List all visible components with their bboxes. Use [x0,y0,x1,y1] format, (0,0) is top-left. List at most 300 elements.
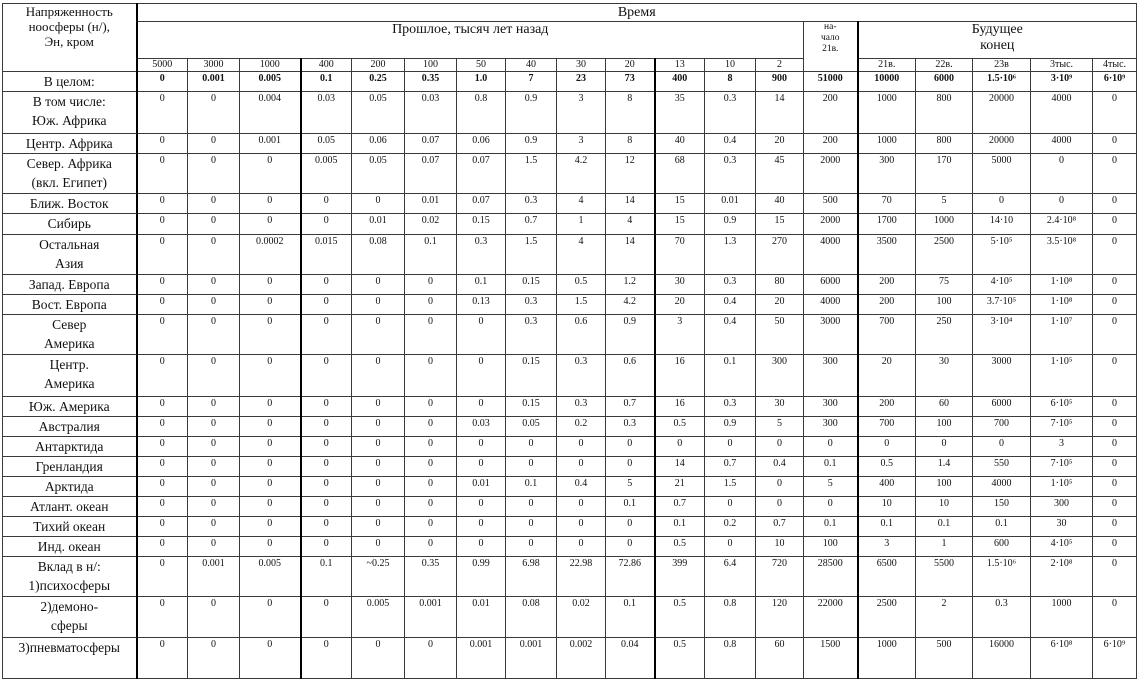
table-cell: 0 [137,295,188,315]
table-cell: 150 [973,497,1031,517]
table-cell: 250 [916,315,973,355]
table-cell: 40 [756,194,804,214]
table-cell: 0 [137,597,188,638]
table-cell: 0 [1093,315,1137,355]
table-cell: 0 [457,537,506,557]
table-cell: 0.3 [457,235,506,275]
table-cell: 0.1 [301,72,352,92]
row-label: Вклад в н/: 1)психосферы [3,557,137,597]
table-row [3,477,1137,497]
table-cell: 6·10⁵ [1031,397,1093,417]
table-cell: 0.1 [606,497,655,517]
table-cell: 0.3 [705,154,756,194]
future-header-cell [858,22,1137,59]
table-cell: 1 [557,214,606,235]
table-cell: 70 [858,194,916,214]
table-cell: 21 [655,477,705,497]
table-cell: 200 [858,275,916,295]
table-cell: 0.8 [705,638,756,679]
table-cell: 0.005 [352,597,405,638]
table-cell: 0 [240,497,301,517]
table-cell: 0.5 [655,597,705,638]
table-cell: 120 [756,597,804,638]
table-cell: 5 [606,477,655,497]
table-cell: 0.5 [655,417,705,437]
table-cell: 0 [188,437,240,457]
table-cell: 35 [655,92,705,134]
table-cell: 0 [240,194,301,214]
table-cell: 1.5·10⁶ [973,72,1031,92]
table-cell: 1·10⁸ [1031,275,1093,295]
table-cell: 0 [705,497,756,517]
table-cell: 0 [137,517,188,537]
table-cell: 0.1 [301,557,352,597]
table-cell: 700 [858,417,916,437]
table-cell: 0.3 [557,355,606,397]
table-cell: 0 [240,214,301,235]
table-cell: 0 [137,214,188,235]
table-cell: 0 [301,295,352,315]
table-cell: 22000 [804,597,858,638]
table-cell: 0 [188,497,240,517]
table-cell: 0 [137,154,188,194]
table-cell: 4.2 [606,295,655,315]
table-cell: 1500 [804,638,858,679]
time-header-cell [137,4,1137,22]
table-row [3,72,1137,92]
table-cell: 0.3 [705,397,756,417]
table-cell: 0 [188,355,240,397]
table-cell: 6000 [916,72,973,92]
table-cell: 0.001 [506,638,557,679]
table-cell: 14 [606,194,655,214]
table-cell: 0 [188,477,240,497]
table-cell: 400 [655,72,705,92]
table-cell: 20 [756,134,804,154]
table-cell: 3·10⁹ [1031,72,1093,92]
table-cell: 0 [1093,154,1137,194]
table-cell: 0.1 [457,275,506,295]
table-cell: 0 [188,417,240,437]
table-cell: 1000 [858,92,916,134]
table-cell: 10 [916,497,973,517]
table-cell: 400 [858,477,916,497]
column-header: 200 [352,59,405,72]
column-header: 5000 [137,59,188,72]
table-cell: 0 [506,457,557,477]
table-cell: 60 [916,397,973,417]
table-cell: 0.8 [705,597,756,638]
table-cell: 0 [188,154,240,194]
table-cell: 0.15 [506,355,557,397]
table-cell: 0 [301,417,352,437]
table-cell: 12 [606,154,655,194]
table-cell: 100 [916,417,973,437]
table-cell: 0 [756,437,804,457]
table-cell: 6000 [804,275,858,295]
table-cell: 700 [858,315,916,355]
table-cell: 0 [973,194,1031,214]
table-cell: 800 [916,92,973,134]
table-cell: 0 [1031,154,1093,194]
row-label: Центр. Африка [3,134,137,154]
table-cell: 3 [557,134,606,154]
table-cell: 0 [240,295,301,315]
row-label: Инд. океан [3,537,137,557]
table-row [3,315,1137,355]
table-cell: 0 [405,537,457,557]
table-cell: 0.9 [506,92,557,134]
table-cell: 0 [137,315,188,355]
past-header-cell [137,22,804,59]
table-cell: 0.015 [301,235,352,275]
table-row [3,537,1137,557]
table-cell: 0 [858,437,916,457]
table-cell: 270 [756,235,804,275]
table-cell: 720 [756,557,804,597]
table-cell: 0 [506,497,557,517]
table-cell: 3 [655,315,705,355]
table-cell: 0 [352,194,405,214]
table-cell: 0 [973,437,1031,457]
table-cell: 600 [973,537,1031,557]
table-cell: 300 [858,154,916,194]
table-cell: 0 [137,275,188,295]
table-cell: 0 [352,457,405,477]
table-cell: 0.35 [405,557,457,597]
table-cell: 0 [1093,477,1137,497]
table-row [3,437,1137,457]
table-cell: 15 [655,194,705,214]
table-cell: 51000 [804,72,858,92]
table-cell: 1700 [858,214,916,235]
table-cell: 4·10⁵ [973,275,1031,295]
table-cell: 0 [188,457,240,477]
table-cell: 0.5 [655,638,705,679]
column-header: 2 [756,59,804,72]
column-header: 50 [457,59,506,72]
column-header: 10 [705,59,756,72]
table-row [3,517,1137,537]
table-cell: 1.4 [916,457,973,477]
table-cell: 0 [137,638,188,679]
table-cell: 0.05 [301,134,352,154]
table-cell: 0 [137,194,188,214]
table-cell: 0 [457,397,506,417]
table-row [3,638,1137,679]
table-cell: 3500 [858,235,916,275]
table-cell: 45 [756,154,804,194]
table-cell: 0 [405,397,457,417]
row-label: Сибирь [3,214,137,235]
table-cell: 10 [858,497,916,517]
table-cell: 0 [457,497,506,517]
table-cell: 0.9 [705,214,756,235]
table-cell: 0.5 [655,537,705,557]
table-row [3,417,1137,437]
table-cell: 0 [457,517,506,537]
table-cell: 0 [301,497,352,517]
row-label: Австралия [3,417,137,437]
table-cell: 0 [352,638,405,679]
table-cell: 0.01 [352,214,405,235]
table-cell: 0 [457,457,506,477]
table-cell: 170 [916,154,973,194]
table-cell: 0.4 [557,477,606,497]
table-cell: 1000 [916,214,973,235]
table-cell: 0 [1093,557,1137,597]
table-cell: 100 [916,477,973,497]
table-cell: 16 [655,397,705,417]
table-cell: 0 [1031,194,1093,214]
table-cell: 6.98 [506,557,557,597]
row-label: Центр. Америка [3,355,137,397]
table-row [3,92,1137,134]
table-cell: 0 [1093,214,1137,235]
table-cell: 0 [804,497,858,517]
table-cell: 4000 [804,295,858,315]
table-cell: 0 [301,638,352,679]
table-cell: 6·10⁹ [1093,72,1137,92]
table-cell: 22.98 [557,557,606,597]
table-cell: 0.08 [352,235,405,275]
table-cell: 4·10⁵ [1031,537,1093,557]
table-cell: 0.1 [405,235,457,275]
table-cell: 0.005 [240,557,301,597]
table-row [3,275,1137,295]
table-cell: 15 [655,214,705,235]
table-cell: 3 [858,537,916,557]
table-cell: 0.7 [655,497,705,517]
table-cell: 1.0 [457,72,506,92]
table-cell: 0.001 [188,557,240,597]
table-cell: 0 [457,355,506,397]
table-cell: 0 [457,315,506,355]
table-cell: 3.5·10⁸ [1031,235,1093,275]
table-cell: 0.0002 [240,235,301,275]
table-cell: 60 [756,638,804,679]
table-cell: 0 [188,638,240,679]
table-cell: 0 [1093,194,1137,214]
table-cell: 0 [137,134,188,154]
table-cell: 23 [557,72,606,92]
table-cell: 2·10⁸ [1031,557,1093,597]
table-row [3,295,1137,315]
table-cell: 5·10⁵ [973,235,1031,275]
table-cell: 300 [804,417,858,437]
table-cell: 0 [1093,397,1137,417]
table-cell: 1·10⁵ [1031,355,1093,397]
table-cell: 100 [804,537,858,557]
table-cell: 72.86 [606,557,655,597]
table-cell: 0.005 [240,72,301,92]
table-cell: 7·10⁵ [1031,457,1093,477]
row-label: Остальная Азия [3,235,137,275]
table-cell: 700 [973,417,1031,437]
table-cell: 20 [858,355,916,397]
table-cell: 0.07 [457,194,506,214]
row-label: Тихий океан [3,517,137,537]
table-cell: 0.01 [705,194,756,214]
table-cell: 4000 [1031,92,1093,134]
table-cell: 0 [301,275,352,295]
table-cell: 0.4 [756,457,804,477]
table-cell: 0 [188,134,240,154]
table-cell: 0 [1093,275,1137,295]
table-cell: 900 [756,72,804,92]
column-header: 400 [301,59,352,72]
table-cell: 0 [352,497,405,517]
table-cell: 0 [1093,537,1137,557]
table-cell: 0.03 [301,92,352,134]
table-cell: 0 [557,457,606,477]
start-21c-header-label: на- чало 21в. [820,22,840,54]
column-header: 3000 [188,59,240,72]
table-cell: 0 [188,214,240,235]
table-cell: 0.01 [457,597,506,638]
table-cell: 0.15 [457,214,506,235]
table-cell: 20000 [973,134,1031,154]
table-cell: 0.004 [240,92,301,134]
table-cell: 0 [457,437,506,457]
table-cell: 15 [756,214,804,235]
table-cell: 4 [557,194,606,214]
row-label: Ближ. Восток [3,194,137,214]
table-cell: 5 [756,417,804,437]
table-cell: 3000 [973,355,1031,397]
table-cell: 0.1 [606,597,655,638]
table-cell: 2500 [916,235,973,275]
table-cell: 0.06 [352,134,405,154]
table-cell: 0.002 [557,638,606,679]
table-cell: 0.9 [506,134,557,154]
table-cell: 0 [506,437,557,457]
table-row [3,214,1137,235]
table-cell: 0.02 [557,597,606,638]
table-cell: 20000 [973,92,1031,134]
table-cell: 0.1 [506,477,557,497]
table-cell: 0.1 [973,517,1031,537]
future-header-label: Будущее конец [971,22,1023,53]
table-cell: 0.4 [705,134,756,154]
table-cell: 0.7 [506,214,557,235]
table-cell: 0.1 [858,517,916,537]
table-cell: 0.005 [301,154,352,194]
table-cell: 4000 [804,235,858,275]
table-cell: 0 [1093,92,1137,134]
table-cell: 1000 [858,638,916,679]
table-cell: 0.5 [557,275,606,295]
table-cell: 4 [606,214,655,235]
table-cell: 0.04 [606,638,655,679]
table-cell: 0 [557,497,606,517]
table-cell: 3000 [804,315,858,355]
table-cell: 800 [916,134,973,154]
table-cell: 0.8 [457,92,506,134]
column-header: 21в. [858,59,916,72]
table-cell: 0.1 [804,517,858,537]
table-cell: 6000 [973,397,1031,417]
table-cell: 0 [240,537,301,557]
table-cell: 0.1 [916,517,973,537]
table-cell: 0 [756,477,804,497]
table-cell: 0 [137,477,188,497]
table-cell: 5 [804,477,858,497]
table-cell: 0 [655,437,705,457]
table-cell: 0.3 [506,194,557,214]
table-cell: 0 [352,315,405,355]
table-cell: 0 [606,437,655,457]
table-cell: 1.5·10⁶ [973,557,1031,597]
table-cell: 0 [405,497,457,517]
table-cell: 0 [301,194,352,214]
table-cell: 68 [655,154,705,194]
table-row [3,557,1137,597]
past-header-label: Прошлое, тысяч лет назад [392,22,549,37]
table-cell: 8 [606,134,655,154]
start-21c-header-cell [804,22,858,72]
table-cell: 1·10⁵ [1031,477,1093,497]
table-cell: 0 [240,477,301,497]
table-cell: 0 [240,597,301,638]
table-cell: 2.4·10⁸ [1031,214,1093,235]
table-cell: 0 [1093,497,1137,517]
table-cell: 1.3 [705,235,756,275]
row-label: Гренландия [3,457,137,477]
table-cell: 0.9 [705,417,756,437]
table-cell: 0.15 [506,397,557,417]
table-row [3,134,1137,154]
table-cell: 30 [655,275,705,295]
table-body [3,72,1137,679]
table-cell: 0.7 [756,517,804,537]
table-cell: 0.1 [804,457,858,477]
table-cell: 0.25 [352,72,405,92]
table-cell: 300 [804,397,858,417]
table-cell: 0 [506,537,557,557]
table-cell: 0 [188,537,240,557]
table-cell: 0 [1093,417,1137,437]
table-cell: 5500 [916,557,973,597]
table-cell: 0.07 [405,134,457,154]
table-cell: 0 [240,417,301,437]
row-label: Арктида [3,477,137,497]
table-cell: 0 [405,275,457,295]
table-cell: 0 [301,457,352,477]
header-left-cell [3,4,137,72]
table-cell: 0 [405,355,457,397]
table-cell: 3.7·10⁵ [973,295,1031,315]
table-cell: 0 [352,355,405,397]
table-cell: 0 [240,517,301,537]
table-cell: 3·10⁴ [973,315,1031,355]
table-cell: 0 [188,397,240,417]
table-cell: 0 [352,295,405,315]
table-cell: 0 [405,457,457,477]
table-cell: 0 [1093,437,1137,457]
table-cell: 0 [301,397,352,417]
table-cell: 0 [405,477,457,497]
table-cell: 30 [1031,517,1093,537]
table-cell: 14 [756,92,804,134]
table-cell: 0 [557,537,606,557]
table-cell: 200 [804,134,858,154]
table-cell: 200 [858,397,916,417]
table-cell: 16000 [973,638,1031,679]
table-cell: 0 [1093,517,1137,537]
row-label: Вост. Европа [3,295,137,315]
table-cell: 0.001 [405,597,457,638]
